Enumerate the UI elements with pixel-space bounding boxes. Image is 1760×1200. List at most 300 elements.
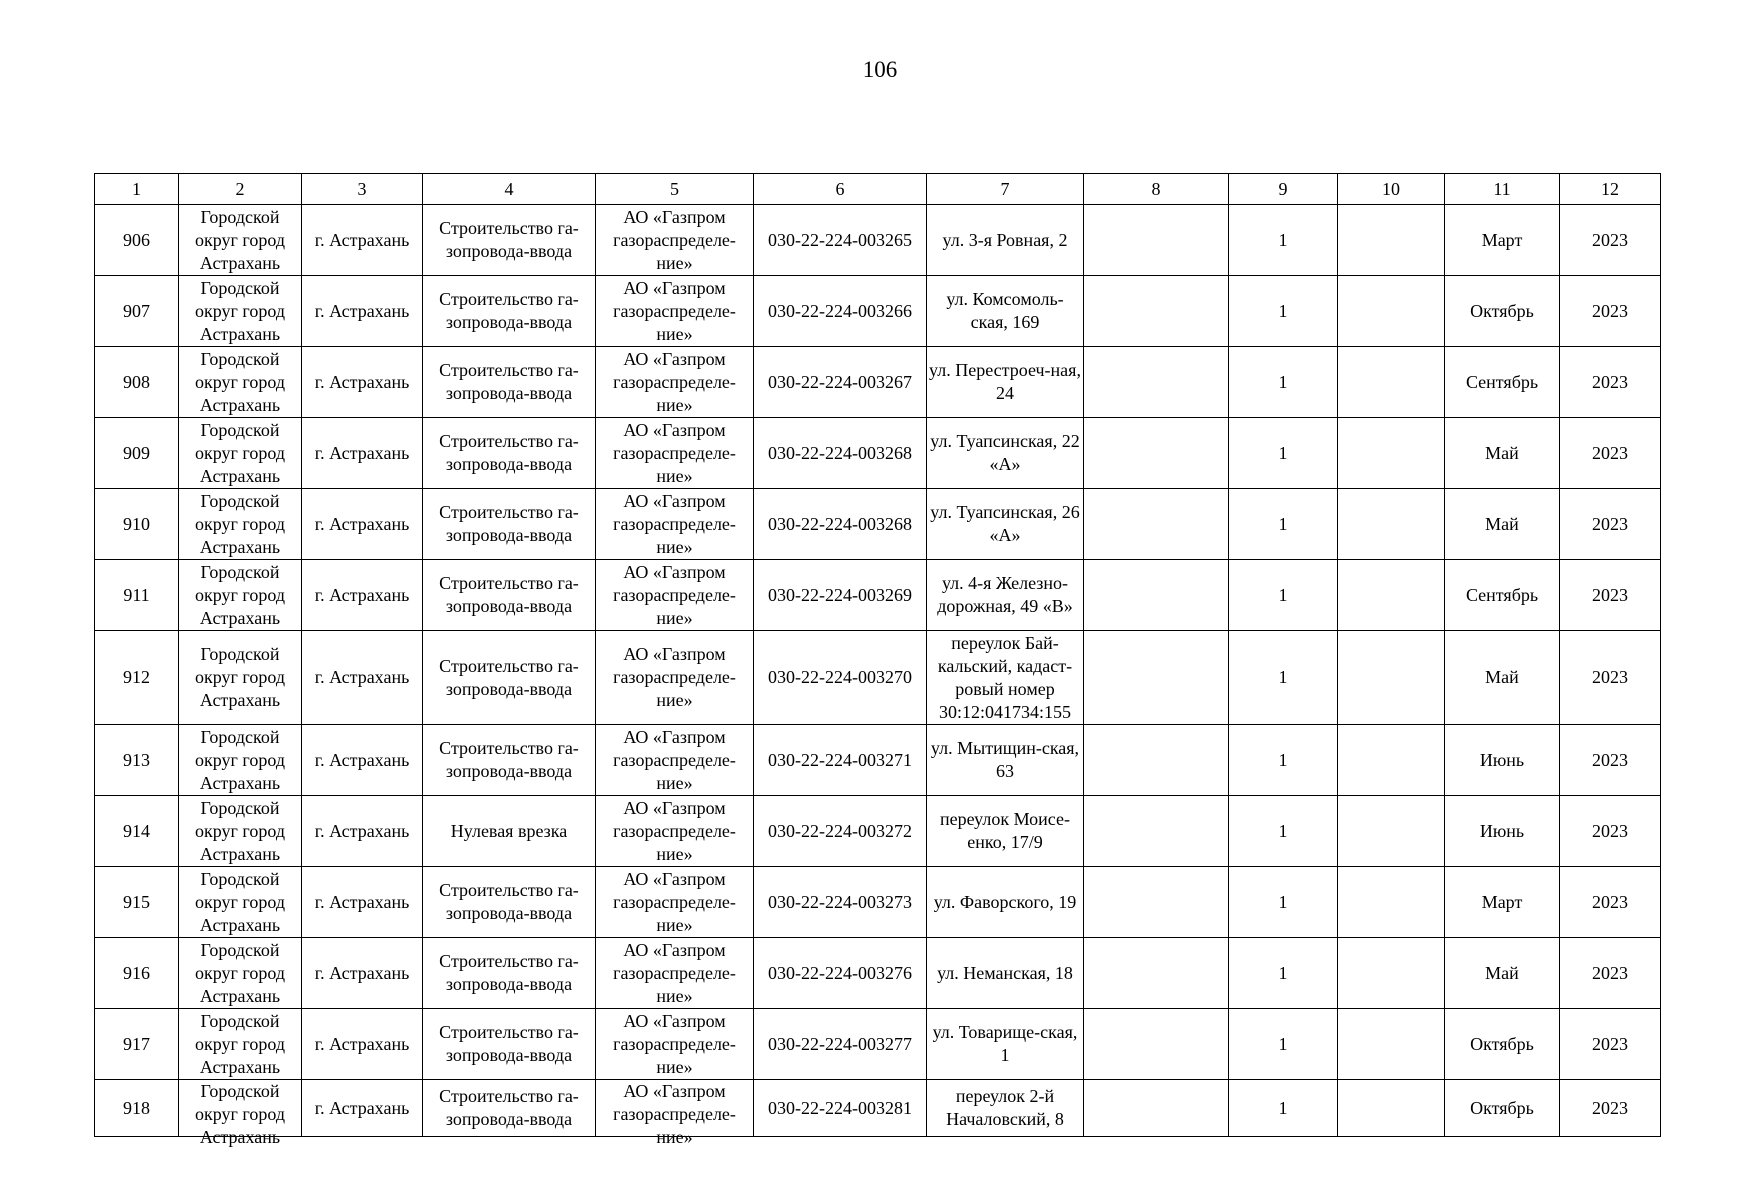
object-code-cell: [754, 867, 927, 938]
district-cell: [179, 1080, 302, 1147]
quantity-cell: [1229, 725, 1338, 796]
column-header-1: 1: [95, 174, 179, 205]
cell-text: 2023: [1592, 1097, 1628, 1118]
object-code-cell: [754, 347, 927, 418]
row-number-cell: [95, 631, 179, 725]
cell-text: 030-22-224-003267: [768, 371, 912, 392]
year-cell: [1560, 1009, 1661, 1080]
organization-cell: [596, 489, 754, 560]
cell-text: переулок 2-й Началовский, 8: [946, 1086, 1064, 1129]
row-number-cell: [95, 205, 179, 276]
city-cell: [302, 938, 423, 1009]
month-cell: [1445, 1009, 1560, 1080]
object-code-cell: [754, 560, 927, 631]
cell-text: Строительство га-зопровода-ввода: [439, 360, 579, 403]
cell-text: Октябрь: [1470, 1097, 1534, 1118]
district-cell: [179, 205, 302, 276]
cell-text: 1: [1278, 891, 1288, 912]
cell-text: АО «Газпром газораспределе-ние»: [613, 797, 736, 864]
cell-text: Июнь: [1479, 820, 1525, 841]
address-cell: [927, 867, 1084, 938]
cell-text: ул. Туапсинская, 22 «А»: [930, 431, 1080, 474]
cell-text: г. Астрахань: [314, 962, 410, 983]
row-number-cell: [95, 938, 179, 1009]
cell-text: Городской округ город Астрахань: [195, 1010, 285, 1077]
object-code-cell: [754, 418, 927, 489]
object-code-cell: [754, 205, 927, 276]
cell-text: Май: [1485, 962, 1519, 983]
object-code-cell: [754, 938, 927, 1009]
column-8-cell: [1084, 347, 1229, 418]
header-row: [95, 174, 1661, 205]
month-cell: [1445, 1080, 1560, 1137]
work-type-cell: [423, 560, 596, 631]
city-cell: [302, 347, 423, 418]
table-body: [95, 205, 1661, 1147]
district-cell: [179, 489, 302, 560]
cell-text: АО «Газпром газораспределе-ние»: [613, 419, 736, 486]
year-cell: [1560, 276, 1661, 347]
address-cell: [927, 347, 1084, 418]
organization-cell: [596, 276, 754, 347]
column-8-cell: [1084, 560, 1229, 631]
district-cell: [179, 867, 302, 938]
cell-text: Строительство га-зопровода-ввода: [439, 289, 579, 332]
cell-text: Строительство га-зопровода-ввода: [439, 573, 579, 616]
object-code-cell: [754, 725, 927, 796]
cell-text: г. Астрахань: [314, 749, 410, 770]
work-type-cell: [423, 418, 596, 489]
column-header-10: 10: [1338, 174, 1445, 205]
cell-text: 1: [1278, 667, 1288, 687]
work-type-cell: [423, 1080, 596, 1137]
column-8-cell: [1084, 205, 1229, 276]
city-cell: [302, 796, 423, 867]
district-cell: [179, 418, 302, 489]
cell-text: г. Астрахань: [314, 300, 410, 321]
cell-text: 2023: [1592, 891, 1628, 912]
quantity-cell: [1229, 867, 1338, 938]
cell-text: г. Астрахань: [314, 891, 410, 912]
address-cell: [927, 938, 1084, 1009]
cell-text: ул. Фаворского, 19: [933, 891, 1077, 912]
table-row: [95, 796, 1661, 867]
cell-text: 030-22-224-003281: [768, 1097, 912, 1118]
city-cell: [302, 1080, 423, 1137]
column-10-cell: [1338, 1009, 1445, 1080]
district-cell: [179, 631, 302, 725]
table-row: [95, 205, 1661, 276]
column-8-cell: [1084, 938, 1229, 1009]
cell-text: Июнь: [1479, 749, 1525, 770]
cell-text: Городской округ город Астрахань: [195, 419, 285, 486]
column-8-cell: [1084, 867, 1229, 938]
table-header: [95, 174, 1661, 205]
column-8-cell: [1084, 1009, 1229, 1080]
work-type-cell: [423, 1009, 596, 1080]
cell-text: Нулевая врезка: [450, 820, 568, 841]
year-cell: [1560, 867, 1661, 938]
cell-text: 030-22-224-003270: [768, 667, 912, 687]
cell-text: 030-22-224-003277: [768, 1033, 912, 1054]
city-cell: [302, 418, 423, 489]
column-10-cell: [1338, 1080, 1445, 1137]
object-code-cell: [754, 489, 927, 560]
row-number-cell: [95, 1080, 179, 1137]
cell-text: г. Астрахань: [314, 820, 410, 841]
organization-cell: [596, 938, 754, 1009]
district-cell: [179, 560, 302, 631]
district-cell: [179, 276, 302, 347]
cell-text: Март: [1481, 891, 1523, 912]
year-cell: [1560, 560, 1661, 631]
row-number-cell: [95, 725, 179, 796]
quantity-cell: [1229, 631, 1338, 725]
address-cell: [927, 1009, 1084, 1080]
cell-text: Строительство га-зопровода-ввода: [439, 502, 579, 545]
cell-text: ул. Мытищин-ская, 63: [930, 738, 1080, 781]
address-cell: [927, 796, 1084, 867]
year-cell: [1560, 205, 1661, 276]
row-number-cell: [95, 489, 179, 560]
cell-text: АО «Газпром газораспределе-ние»: [613, 561, 736, 628]
cell-text: Городской округ город Астрахань: [195, 348, 285, 415]
table-row: [95, 1009, 1661, 1080]
cell-text: 1: [1278, 229, 1288, 250]
organization-cell: [596, 725, 754, 796]
cell-text: Городской округ город Астрахань: [195, 939, 285, 1006]
column-header-2: 2: [179, 174, 302, 205]
city-cell: [302, 489, 423, 560]
column-8-cell: [1084, 276, 1229, 347]
work-type-cell: [423, 725, 596, 796]
row-number-cell: [95, 867, 179, 938]
cell-text: г. Астрахань: [314, 667, 410, 687]
table-row: [95, 347, 1661, 418]
cell-text: Строительство га-зопровода-ввода: [439, 1086, 579, 1129]
city-cell: [302, 725, 423, 796]
address-cell: [927, 276, 1084, 347]
work-type-cell: [423, 205, 596, 276]
cell-text: 1: [1278, 1033, 1288, 1054]
cell-text: 2023: [1592, 371, 1628, 392]
cell-text: переулок Моисе-енко, 17/9: [940, 809, 1070, 852]
page-number: 106: [862, 57, 898, 82]
cell-text: 2023: [1592, 1033, 1628, 1054]
register-table: [94, 173, 1661, 1147]
column-10-cell: [1338, 560, 1445, 631]
cell-text: 907: [123, 300, 150, 321]
month-cell: [1445, 418, 1560, 489]
quantity-cell: [1229, 938, 1338, 1009]
cell-text: 909: [123, 442, 150, 463]
year-cell: [1560, 347, 1661, 418]
table-row: [95, 867, 1661, 938]
cell-text: 910: [123, 513, 150, 534]
work-type-cell: [423, 938, 596, 1009]
column-header-4: 4: [423, 174, 596, 205]
cell-text: 1: [1278, 1097, 1288, 1118]
organization-cell: [596, 205, 754, 276]
month-cell: [1445, 631, 1560, 725]
cell-text: Городской округ город Астрахань: [195, 490, 285, 557]
cell-text: АО «Газпром газораспределе-ние»: [613, 1010, 736, 1077]
cell-text: Городской округ город Астрахань: [195, 206, 285, 273]
cell-text: 030-22-224-003276: [768, 962, 912, 983]
month-cell: [1445, 276, 1560, 347]
city-cell: [302, 560, 423, 631]
table-row: [95, 631, 1661, 725]
cell-text: г. Астрахань: [314, 1033, 410, 1054]
year-cell: [1560, 631, 1661, 725]
quantity-cell: [1229, 347, 1338, 418]
cell-text: г. Астрахань: [314, 584, 410, 605]
cell-text: Городской округ город Астрахань: [195, 797, 285, 864]
year-cell: [1560, 725, 1661, 796]
cell-text: Март: [1481, 229, 1523, 250]
address-cell: [927, 1080, 1084, 1137]
table-row: [95, 938, 1661, 1009]
quantity-cell: [1229, 205, 1338, 276]
quantity-cell: [1229, 418, 1338, 489]
column-10-cell: [1338, 938, 1445, 1009]
organization-cell: [596, 1080, 754, 1147]
cell-text: 2023: [1592, 300, 1628, 321]
cell-text: ул. Неманская, 18: [937, 962, 1073, 983]
cell-text: 2023: [1592, 442, 1628, 463]
cell-text: Октябрь: [1470, 1033, 1534, 1054]
cell-text: 030-22-224-003265: [768, 229, 912, 250]
column-header-8: 8: [1084, 174, 1229, 205]
column-header-6: 6: [754, 174, 927, 205]
column-header-9: 9: [1229, 174, 1338, 205]
cell-text: 906: [123, 229, 150, 250]
cell-text: г. Астрахань: [314, 513, 410, 534]
row-number-cell: [95, 1009, 179, 1080]
cell-text: Строительство га-зопровода-ввода: [439, 1022, 579, 1065]
cell-text: ул. Комсомоль-ская, 169: [946, 289, 1064, 332]
work-type-cell: [423, 867, 596, 938]
cell-text: 030-22-224-003266: [768, 300, 912, 321]
district-cell: [179, 725, 302, 796]
cell-text: 908: [123, 371, 150, 392]
cell-text: 912: [123, 667, 150, 687]
organization-cell: [596, 1009, 754, 1080]
cell-text: Строительство га-зопровода-ввода: [439, 431, 579, 474]
work-type-cell: [423, 276, 596, 347]
cell-text: ул. Туапсинская, 26 «А»: [930, 502, 1080, 545]
cell-text: Строительство га-зопровода-ввода: [439, 218, 579, 261]
cell-text: Май: [1485, 513, 1519, 534]
quantity-cell: [1229, 489, 1338, 560]
object-code-cell: [754, 631, 927, 725]
object-code-cell: [754, 1080, 927, 1137]
row-number-cell: [95, 347, 179, 418]
cell-text: 914: [123, 820, 150, 841]
district-cell: [179, 938, 302, 1009]
cell-text: Городской округ город Астрахань: [195, 561, 285, 628]
city-cell: [302, 1009, 423, 1080]
cell-text: г. Астрахань: [314, 371, 410, 392]
cell-text: переулок Бай-кальский, кадаст-ровый номер 30:12:041734:155: [937, 632, 1073, 722]
cell-text: Строительство га-зопровода-ввода: [439, 880, 579, 923]
month-cell: [1445, 489, 1560, 560]
column-8-cell: [1084, 725, 1229, 796]
organization-cell: [596, 560, 754, 631]
cell-text: 2023: [1592, 962, 1628, 983]
table-row: [95, 276, 1661, 347]
column-10-cell: [1338, 796, 1445, 867]
cell-text: 916: [123, 962, 150, 983]
cell-text: АО «Газпром газораспределе-ние»: [613, 348, 736, 415]
quantity-cell: [1229, 796, 1338, 867]
organization-cell: [596, 347, 754, 418]
cell-text: АО «Газпром газораспределе-ние»: [613, 868, 736, 935]
cell-text: Строительство га-зопровода-ввода: [439, 738, 579, 781]
cell-text: Строительство га-зопровода-ввода: [439, 951, 579, 994]
address-cell: [927, 205, 1084, 276]
row-number-cell: [95, 796, 179, 867]
object-code-cell: [754, 796, 927, 867]
address-cell: [927, 725, 1084, 796]
work-type-cell: [423, 347, 596, 418]
cell-text: 911: [123, 584, 150, 605]
cell-text: 030-22-224-003268: [768, 442, 912, 463]
cell-text: Строительство га-зопровода-ввода: [439, 655, 579, 699]
cell-text: 030-22-224-003269: [768, 584, 912, 605]
cell-text: 2023: [1592, 229, 1628, 250]
work-type-cell: [423, 631, 596, 725]
year-cell: [1560, 938, 1661, 1009]
city-cell: [302, 631, 423, 725]
cell-text: 1: [1278, 513, 1288, 534]
cell-text: АО «Газпром газораспределе-ние»: [613, 939, 736, 1006]
column-8-cell: [1084, 796, 1229, 867]
table-row: [95, 1080, 1661, 1137]
work-type-cell: [423, 489, 596, 560]
row-number-cell: [95, 276, 179, 347]
cell-text: 030-22-224-003272: [768, 820, 912, 841]
district-cell: [179, 796, 302, 867]
address-cell: [927, 489, 1084, 560]
cell-text: 030-22-224-003271: [768, 749, 912, 770]
cell-text: АО «Газпром газораспределе-ние»: [613, 206, 736, 273]
object-code-cell: [754, 1009, 927, 1080]
cell-text: 1: [1278, 962, 1288, 983]
cell-text: 1: [1278, 371, 1288, 392]
cell-text: Май: [1485, 667, 1519, 687]
cell-text: ул. Перестроеч-ная, 24: [929, 360, 1081, 403]
organization-cell: [596, 796, 754, 867]
quantity-cell: [1229, 1009, 1338, 1080]
cell-text: 1: [1278, 584, 1288, 605]
cell-text: 1: [1278, 749, 1288, 770]
cell-text: АО «Газпром газораспределе-ние»: [613, 1081, 736, 1147]
column-8-cell: [1084, 1080, 1229, 1137]
column-header-11: 11: [1445, 174, 1560, 205]
cell-text: АО «Газпром газораспределе-ние»: [613, 490, 736, 557]
month-cell: [1445, 796, 1560, 867]
cell-text: АО «Газпром газораспределе-ние»: [613, 726, 736, 793]
cell-text: ул. 4-я Железно-дорожная, 49 «В»: [937, 573, 1073, 616]
cell-text: 030-22-224-003273: [768, 891, 912, 912]
cell-text: Городской округ город Астрахань: [195, 726, 285, 793]
cell-text: АО «Газпром газораспределе-ние»: [613, 644, 736, 710]
cell-text: Октябрь: [1470, 300, 1534, 321]
table-row: [95, 560, 1661, 631]
cell-text: ул. 3-я Ровная, 2: [942, 229, 1068, 250]
column-10-cell: [1338, 489, 1445, 560]
cell-text: Май: [1485, 442, 1519, 463]
organization-cell: [596, 418, 754, 489]
object-code-cell: [754, 276, 927, 347]
cell-text: 917: [123, 1033, 150, 1054]
address-cell: [927, 418, 1084, 489]
column-header-5: 5: [596, 174, 754, 205]
year-cell: [1560, 1080, 1661, 1137]
cell-text: 2023: [1592, 667, 1628, 687]
table-row: [95, 725, 1661, 796]
cell-text: г. Астрахань: [314, 1097, 410, 1118]
cell-text: Сентябрь: [1465, 371, 1539, 392]
table-row: [95, 489, 1661, 560]
cell-text: 1: [1278, 442, 1288, 463]
cell-text: 030-22-224-003268: [768, 513, 912, 534]
cell-text: Сентябрь: [1465, 584, 1539, 605]
column-header-3: 3: [302, 174, 423, 205]
cell-text: 1: [1278, 300, 1288, 321]
quantity-cell: [1229, 560, 1338, 631]
cell-text: 915: [123, 891, 150, 912]
cell-text: Городской округ город Астрахань: [195, 1081, 285, 1147]
cell-text: 2023: [1592, 749, 1628, 770]
work-type-cell: [423, 796, 596, 867]
month-cell: [1445, 938, 1560, 1009]
month-cell: [1445, 205, 1560, 276]
cell-text: г. Астрахань: [314, 442, 410, 463]
column-8-cell: [1084, 631, 1229, 725]
column-10-cell: [1338, 276, 1445, 347]
city-cell: [302, 867, 423, 938]
column-header-12: 12: [1560, 174, 1661, 205]
month-cell: [1445, 560, 1560, 631]
cell-text: 2023: [1592, 584, 1628, 605]
district-cell: [179, 1009, 302, 1080]
month-cell: [1445, 867, 1560, 938]
year-cell: [1560, 489, 1661, 560]
column-10-cell: [1338, 205, 1445, 276]
organization-cell: [596, 631, 754, 725]
quantity-cell: [1229, 276, 1338, 347]
cell-text: 913: [123, 749, 150, 770]
cell-text: 2023: [1592, 513, 1628, 534]
address-cell: [927, 631, 1084, 725]
table-row: [95, 418, 1661, 489]
column-8-cell: [1084, 418, 1229, 489]
year-cell: [1560, 418, 1661, 489]
cell-text: 1: [1278, 820, 1288, 841]
column-header-7: 7: [927, 174, 1084, 205]
city-cell: [302, 276, 423, 347]
column-10-cell: [1338, 347, 1445, 418]
year-cell: [1560, 796, 1661, 867]
organization-cell: [596, 867, 754, 938]
column-10-cell: [1338, 867, 1445, 938]
row-number-cell: [95, 418, 179, 489]
column-8-cell: [1084, 489, 1229, 560]
city-cell: [302, 205, 423, 276]
quantity-cell: [1229, 1080, 1338, 1137]
